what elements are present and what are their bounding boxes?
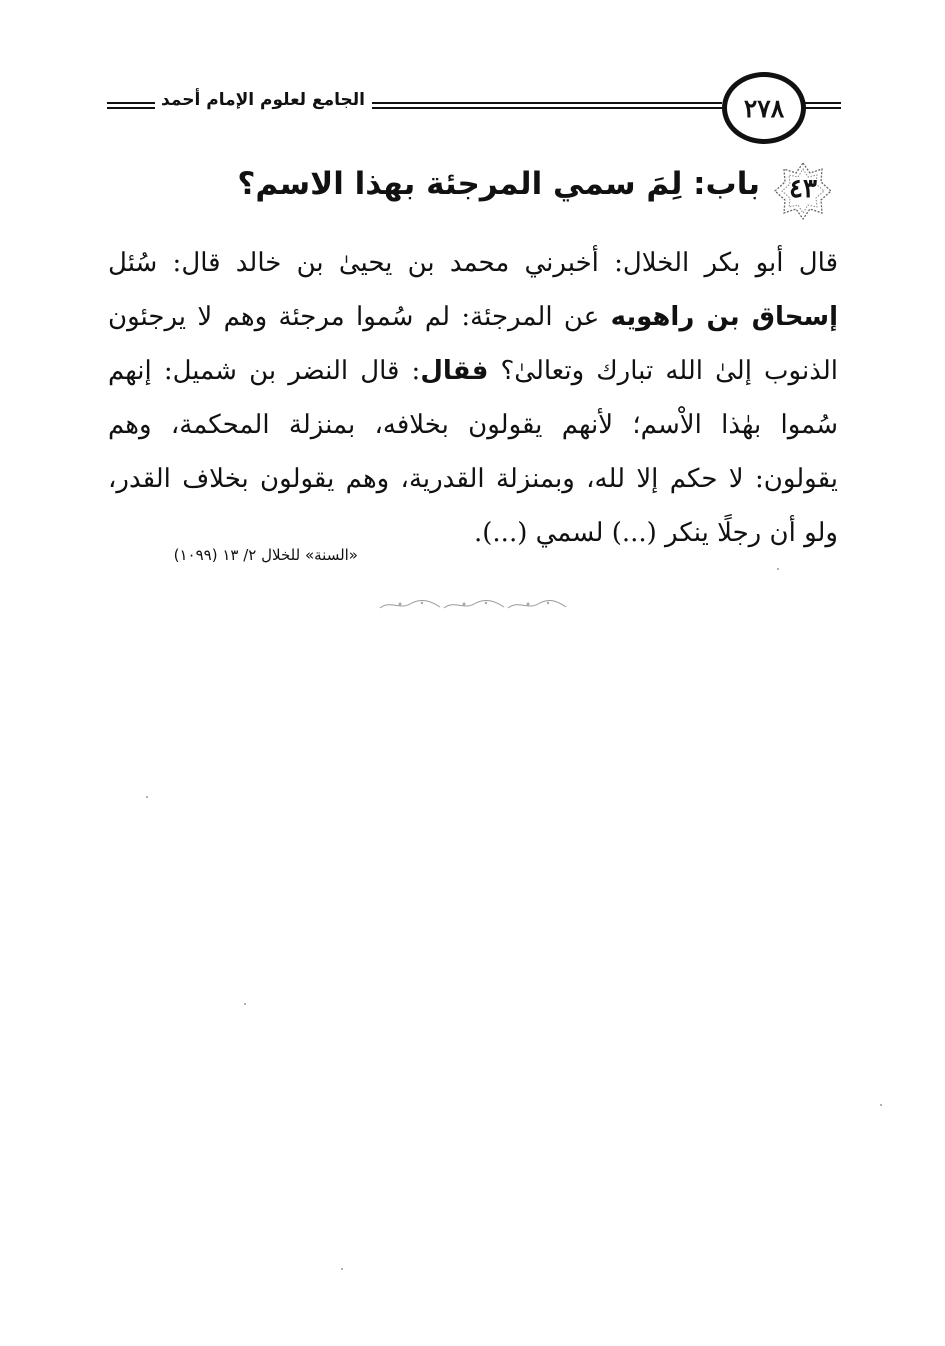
header-rule-left	[107, 102, 155, 109]
chapter-number-badge	[772, 160, 834, 222]
body-text-part: عن المرجئة: لم سُموا مرجئة وهم لا يرجئون الذنوب إلىٰ الله تبارك وتعالىٰ؟	[108, 302, 838, 386]
bold-name: إسحاق بن راهويه	[610, 302, 838, 332]
page-header	[0, 62, 945, 152]
page-number: ٢٧٨	[743, 93, 785, 123]
bold-said: فقال	[420, 356, 489, 386]
chapter-heading	[100, 160, 845, 220]
header-rule-right	[805, 102, 841, 109]
running-title: الجامع لعلوم الإمام أحمد	[161, 90, 365, 110]
chapter-number: ٤٣	[789, 174, 817, 204]
chapter-title: باب: لِمَ سمي المرجئة بهذا الاسم؟	[237, 166, 760, 202]
scan-speck	[244, 1003, 246, 1005]
body-text-part: : قال النضر بن شميل: إنهم سُموا بهٰذا الاْسم؛ لأنهم يقولون بخلافه، بمنزلة المحكمة، وهم يقولون: لا حكم إلا لله، وبمنزلة القدرية، وهم يقولون بخلاف القدر، ولو أن رجلًا ينكر (...) لسمي (...).	[108, 356, 838, 548]
scan-speck	[777, 568, 779, 570]
scan-speck	[880, 1104, 882, 1106]
scan-speck	[146, 796, 148, 798]
header-rule-middle	[372, 102, 722, 109]
body-paragraph	[108, 236, 838, 560]
body-text-part: قال أبو بكر الخلال: أخبرني محمد بن يحيىٰ بن خالد قال: سُئل	[108, 248, 838, 278]
scan-speck	[341, 1268, 343, 1270]
floral-ornament-divider	[378, 598, 568, 612]
page-number-badge	[722, 72, 806, 144]
footnote-citation: «السنة» للخلال ٢/ ١٣ (١٠٩٩)	[173, 546, 358, 564]
